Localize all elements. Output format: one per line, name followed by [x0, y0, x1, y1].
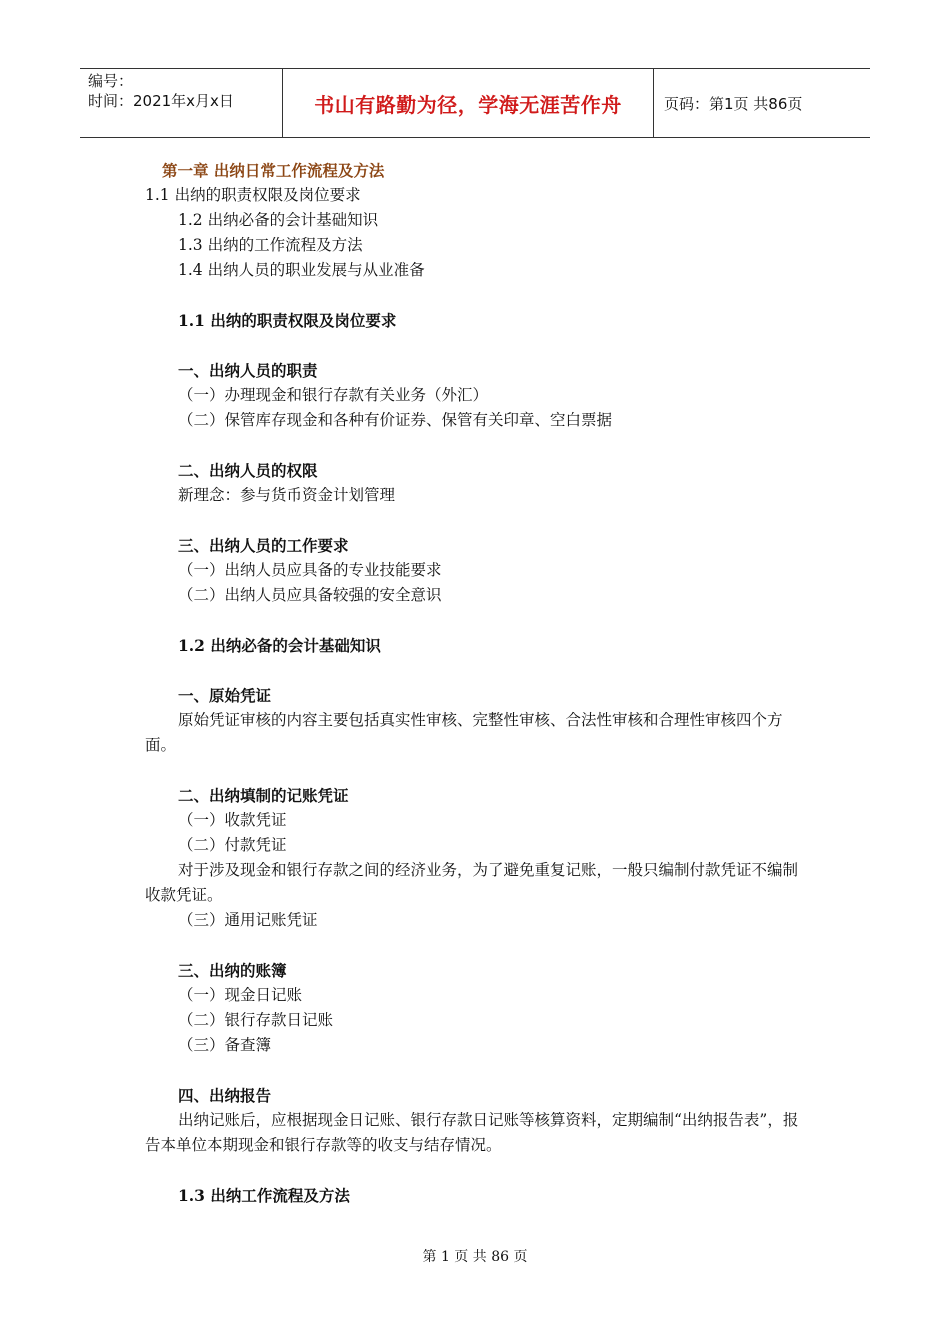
chapter-title: 第一章 出纳日常工作流程及方法 — [162, 161, 385, 180]
subsection-heading: 三、出纳人员的工作要求 — [178, 536, 349, 555]
page-footer: 第 1 页 共 86 页 — [422, 1249, 528, 1265]
page-header — [80, 68, 870, 138]
paragraph: 新理念：参与货币资金计划管理 — [178, 486, 396, 504]
document-body — [145, 158, 810, 1208]
list-item: （三）通用记账凭证 — [178, 911, 318, 929]
list-item: （一）出纳人员应具备的专业技能要求 — [178, 561, 442, 579]
toc-item: 1.4 出纳人员的职业发展与从业准备 — [178, 261, 425, 279]
header-left — [80, 69, 282, 137]
subsection-heading: 三、出纳的账簿 — [178, 961, 287, 980]
toc-item: 1.1 出纳的职责权限及岗位要求 — [145, 186, 361, 204]
section-title: 1.1 出纳的职责权限及岗位要求 — [178, 311, 397, 330]
list-item: （三）备查簿 — [178, 1036, 272, 1054]
list-item: （二）保管库存现金和各种有价证券、保管有关印章、空白票据 — [178, 411, 613, 429]
list-item: （二）银行存款日记账 — [178, 1011, 334, 1029]
list-item: （二）出纳人员应具备较强的安全意识 — [178, 586, 442, 604]
paragraph: 出纳记账后，应根据现金日记账、银行存款日记账等核算资料，定期编制“出纳报告表”，报告本单位本期现金和银行存款等的收支与结存情况。 — [145, 1111, 799, 1154]
subsection-heading: 一、原始凭证 — [178, 686, 272, 705]
paragraph: 对于涉及现金和银行存款之间的经济业务，为了避免重复记账，一般只编制付款凭证不编制收款凭证。 — [145, 861, 799, 904]
list-item: （二）付款凭证 — [178, 836, 287, 854]
toc-item: 1.2 出纳必备的会计基础知识 — [178, 211, 379, 229]
subsection-heading: 一、出纳人员的职责 — [178, 361, 318, 380]
section-title: 1.3 出纳工作流程及方法 — [178, 1186, 350, 1205]
subsection-heading: 四、出纳报告 — [178, 1086, 272, 1105]
toc-item: 1.3 出纳的工作流程及方法 — [178, 236, 363, 254]
subsection-heading: 二、出纳人员的权限 — [178, 461, 318, 480]
paragraph: 原始凭证审核的内容主要包括真实性审核、完整性审核、合法性审核和合理性审核四个方面。 — [145, 711, 783, 754]
header-page-info: 页码：第1页 共86页 — [664, 94, 803, 113]
subsection-heading: 二、出纳填制的记账凭证 — [178, 786, 349, 805]
header-motto: 书山有路勤为径，学海无涯苦作舟 — [282, 69, 654, 137]
list-item: （一）办理现金和银行存款有关业务（外汇） — [178, 386, 489, 404]
time-label: 时间：2021年x月x日 — [88, 92, 234, 110]
section-title: 1.2 出纳必备的会计基础知识 — [178, 636, 381, 655]
list-item: （一）现金日记账 — [178, 986, 303, 1004]
list-item: （一）收款凭证 — [178, 811, 287, 829]
number-label: 编号： — [88, 72, 134, 90]
